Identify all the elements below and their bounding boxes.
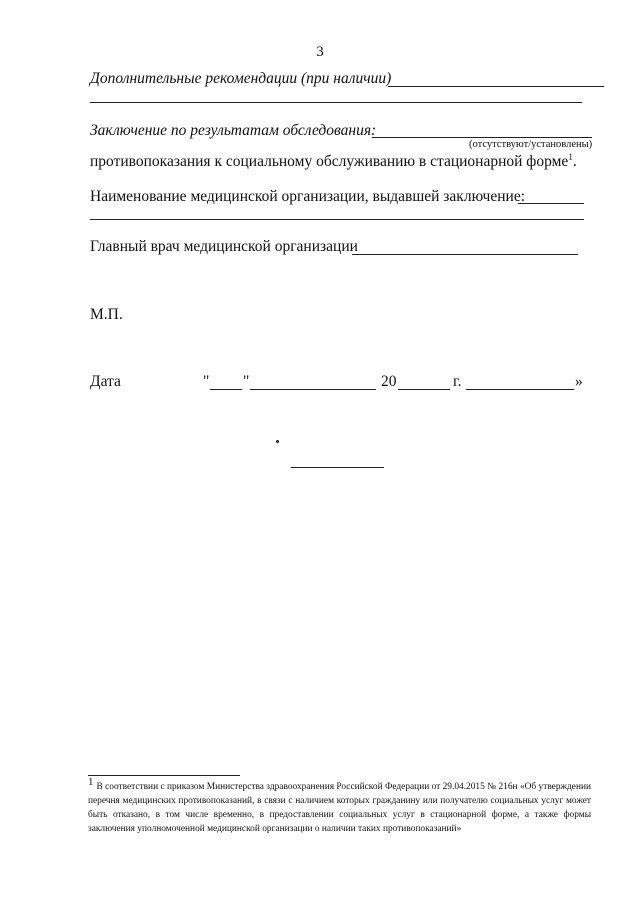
date-end-quote: » xyxy=(575,373,583,390)
conclusion-text-body: противопоказания к социальному обслуживанию в стационарной форме xyxy=(90,153,569,170)
footnote-text: В соответствии с приказом Министерства здравоохранения Российской Федерации от 29.04.2015 № 216н «Об утверждении перечня медицинских противопоказаний, в связи с наличием которых гражданину или получателю социальных услуг может быть отказано, в том числе временно, в предоставлении социальных услуг в стационарной форме, а также формы заключения уполномоченной медицинской организации о наличии таких противопоказаний» xyxy=(88,782,591,834)
date-open-quote: " xyxy=(203,373,210,390)
footnote-ref: 1 xyxy=(568,151,573,162)
conclusion-hint: (отсутствуют/установлены) xyxy=(469,139,593,150)
date-year-field[interactable] xyxy=(398,389,450,390)
conclusion-label: Заключение по результатам обследования: xyxy=(90,122,377,139)
stamp-label: М.П. xyxy=(90,306,123,323)
page-number: 3 xyxy=(316,44,324,60)
footnote-separator xyxy=(88,775,240,776)
stray-dot xyxy=(276,440,279,443)
organization-line-2[interactable] xyxy=(90,219,584,220)
organization-label: Наименование медицинской организации, выдавшей заключение: xyxy=(90,188,526,205)
date-year-suffix: г. xyxy=(453,373,462,390)
date-month-field[interactable] xyxy=(250,389,376,390)
date-day-field[interactable] xyxy=(210,389,242,390)
date-label: Дата xyxy=(90,373,121,390)
section-divider xyxy=(291,467,384,468)
footnote xyxy=(88,775,591,836)
recommendations-line-1[interactable] xyxy=(388,86,604,87)
conclusion-text xyxy=(90,153,577,171)
date-year-prefix: 20 xyxy=(381,373,397,390)
recommendations-line-2[interactable] xyxy=(90,102,582,103)
date-extra-field[interactable] xyxy=(466,389,574,390)
date-close-quote: " xyxy=(243,373,250,390)
recommendations-label: Дополнительные рекомендации (при наличии) xyxy=(90,70,392,87)
chief-doctor-label: Главный врач медицинской организации xyxy=(90,238,358,255)
footnote-mark: 1 xyxy=(88,775,94,788)
chief-doctor-line[interactable] xyxy=(352,254,578,255)
organization-line-1[interactable] xyxy=(518,203,584,204)
conclusion-line[interactable] xyxy=(372,137,592,138)
conclusion-period: . xyxy=(572,153,577,170)
